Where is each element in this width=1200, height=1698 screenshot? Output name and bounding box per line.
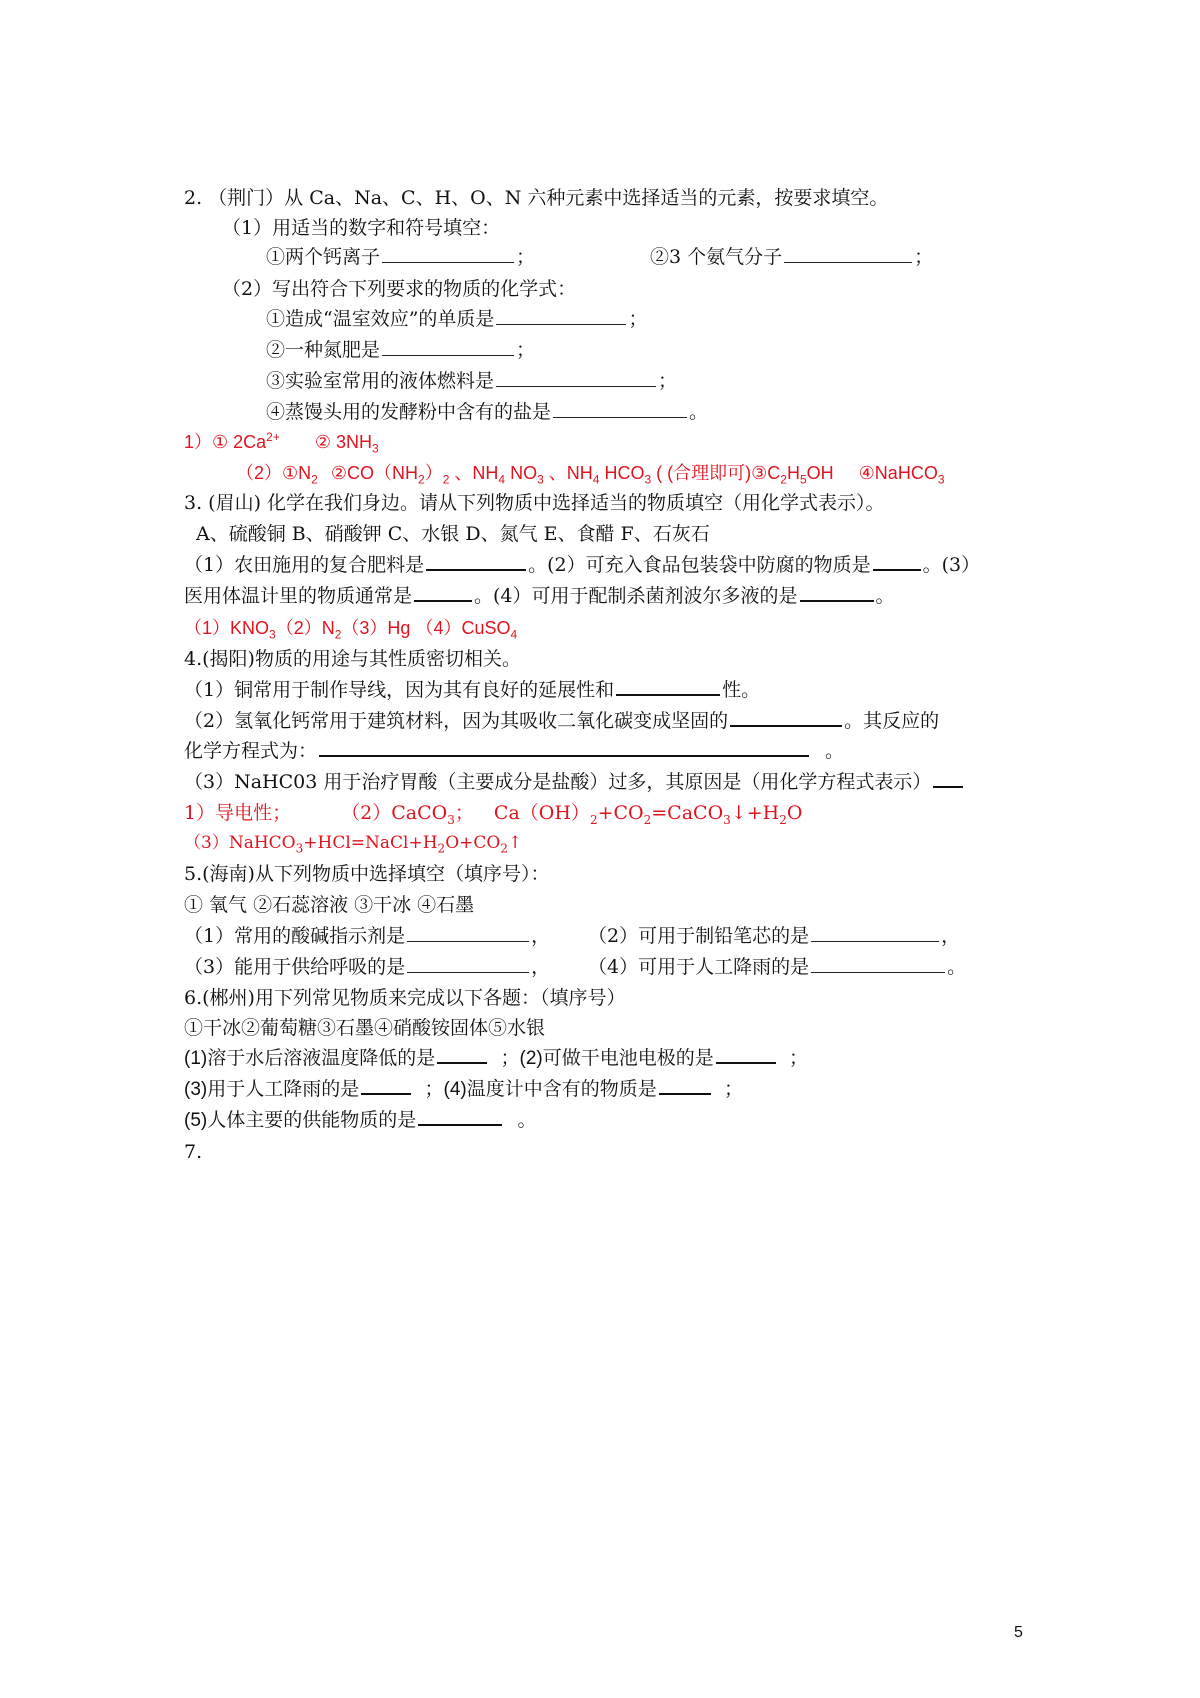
- q2-title: 2. （荆门）从 Ca、Na、C、H、O、N 六种元素中选择适当的元素，按要求填空。: [184, 187, 889, 209]
- q4-answer-2: $(3)NaHCO_3+HCl=NaCl+H_2O+CO_2↑$: [184, 833, 523, 856]
- q6-options: ①干冰②葡萄糖③石墨④硝酸铵固体⑤水银: [184, 1017, 546, 1039]
- blank: [361, 1078, 411, 1095]
- blank: [933, 771, 963, 788]
- blank: [873, 554, 921, 571]
- q2-p2-1: ①造成“温室效应”的单质是 ；: [266, 308, 648, 330]
- q5-line1: （1）常用的酸碱指示剂是 ，: [184, 925, 551, 947]
- q5-options: ① 氧气 ②石蕊溶液 ③干冰 ④石墨: [184, 894, 475, 916]
- blank: [382, 340, 514, 356]
- q4-line4: （3）NaHC03 用于治疗胃酸（主要成分是盐酸）过多，其原因是（用化学方程式表示）: [184, 770, 965, 794]
- blank: [418, 1109, 502, 1126]
- q6-line3: (5)人体主要的供能物质的是 。: [184, 1110, 537, 1131]
- blank: [800, 585, 874, 602]
- page-number: 5: [1014, 1624, 1023, 1641]
- q2-answer-1: 1）① $2Ca^{2+}$ ② $3NH_3$: [184, 430, 379, 456]
- blank: [437, 1047, 487, 1064]
- q3-answer: $(1)KNO_3(2)N_2(3)Hg$ （4）CuSO$_4$: [184, 618, 518, 642]
- blank: [716, 1047, 776, 1064]
- blank: [659, 1078, 711, 1095]
- blank: [319, 740, 809, 757]
- q6-line2: (3)用于人工降雨的是 ；(4)温度计中含有的物质是 ；: [184, 1079, 744, 1100]
- q5-line2-b: （4）可用于人工降雨的是 。: [588, 956, 967, 978]
- blank: [616, 679, 720, 696]
- q2-p2-2: ②一种氮肥是 ；: [266, 339, 536, 361]
- q4-line2: （2）氢氧化钙常用于建筑材料，因为其吸收二氧化碳变成坚固的 。其反应的: [184, 710, 940, 732]
- blank: [414, 585, 472, 602]
- blank: [811, 926, 939, 942]
- blank: [730, 710, 842, 727]
- q2-p2-4: ④蒸馒头用的发酵粉中含有的盐是 。: [266, 401, 709, 423]
- q4-line3: 化学方程式为： 。: [184, 740, 845, 762]
- q2-part1-items-b: ②3 个氨气分子 ；: [650, 246, 934, 268]
- blank: [784, 247, 912, 263]
- q7-title: 7.: [184, 1141, 203, 1163]
- q5-line1-b: （2）可用于制铅笔芯的是 ，: [588, 925, 961, 947]
- blank: [426, 554, 526, 571]
- blank: [811, 957, 945, 973]
- q2-answer-2: $(2)①N_2$ $②CO(NH_2)_2$ 、$NH_4$ $NO_3$ 、$NH_4$ $HCO_3$ ( (合理即可)$③C_2H_5OH$ ④NaHCO$_3$: [236, 463, 945, 487]
- blank: [407, 926, 529, 942]
- blank: [496, 371, 656, 387]
- q6-line1: (1)溶于水后溶液温度降低的是 ；(2)可做干电池电极的是 ；: [184, 1048, 809, 1069]
- q4-answer-1: 1）导电性； （2）CaCO$_3$； $Ca(OH)_2+CO_2=CaCO_3↓+H_2O$: [184, 802, 803, 827]
- blank: [407, 957, 529, 973]
- q5-line2: （3）能用于供给呼吸的是 ，: [184, 956, 551, 978]
- q2-part1: （1）用适当的数字和符号填空：: [222, 217, 501, 239]
- q4-title: 4.(揭阳)物质的用途与其性质密切相关。: [184, 648, 521, 670]
- blank: [496, 309, 626, 325]
- blank: [382, 247, 514, 263]
- q2-p1-a: ①两个钙离子: [266, 246, 381, 268]
- q2-part2: （2）写出符合下列要求的物质的化学式：: [222, 278, 577, 300]
- q3-line2: 医用体温计里的物质通常是 。(4）可用于配制杀菌剂波尔多液的是 。: [184, 585, 895, 607]
- q3-options: A、硫酸铜 B、硝酸钾 C、水银 D、氮气 E、食醋 F、石灰石: [196, 523, 710, 545]
- q2-part1-items: ①两个钙离子 ；: [266, 246, 536, 268]
- q5-title: 5.(海南)从下列物质中选择填空（填序号）：: [184, 863, 550, 885]
- q3-line1: （1）农田施用的复合肥料是 。(2）可充入食品包装袋中防腐的物质是 。(3）: [184, 554, 981, 576]
- blank: [553, 402, 687, 418]
- q4-line1: （1）铜常用于制作导线，因为其有良好的延展性和 性。: [184, 679, 761, 701]
- q2-p2-3: ③实验室常用的液体燃料是 ；: [266, 370, 678, 392]
- q3-title: 3. (眉山) 化学在我们身边。请从下列物质中选择适当的物质填空（用化学式表示）。: [184, 492, 885, 514]
- q2-p1-b: ②3 个氨气分子: [650, 246, 783, 268]
- q6-title: 6.(郴州)用下列常见物质来完成以下各题：（填序号）: [184, 987, 626, 1009]
